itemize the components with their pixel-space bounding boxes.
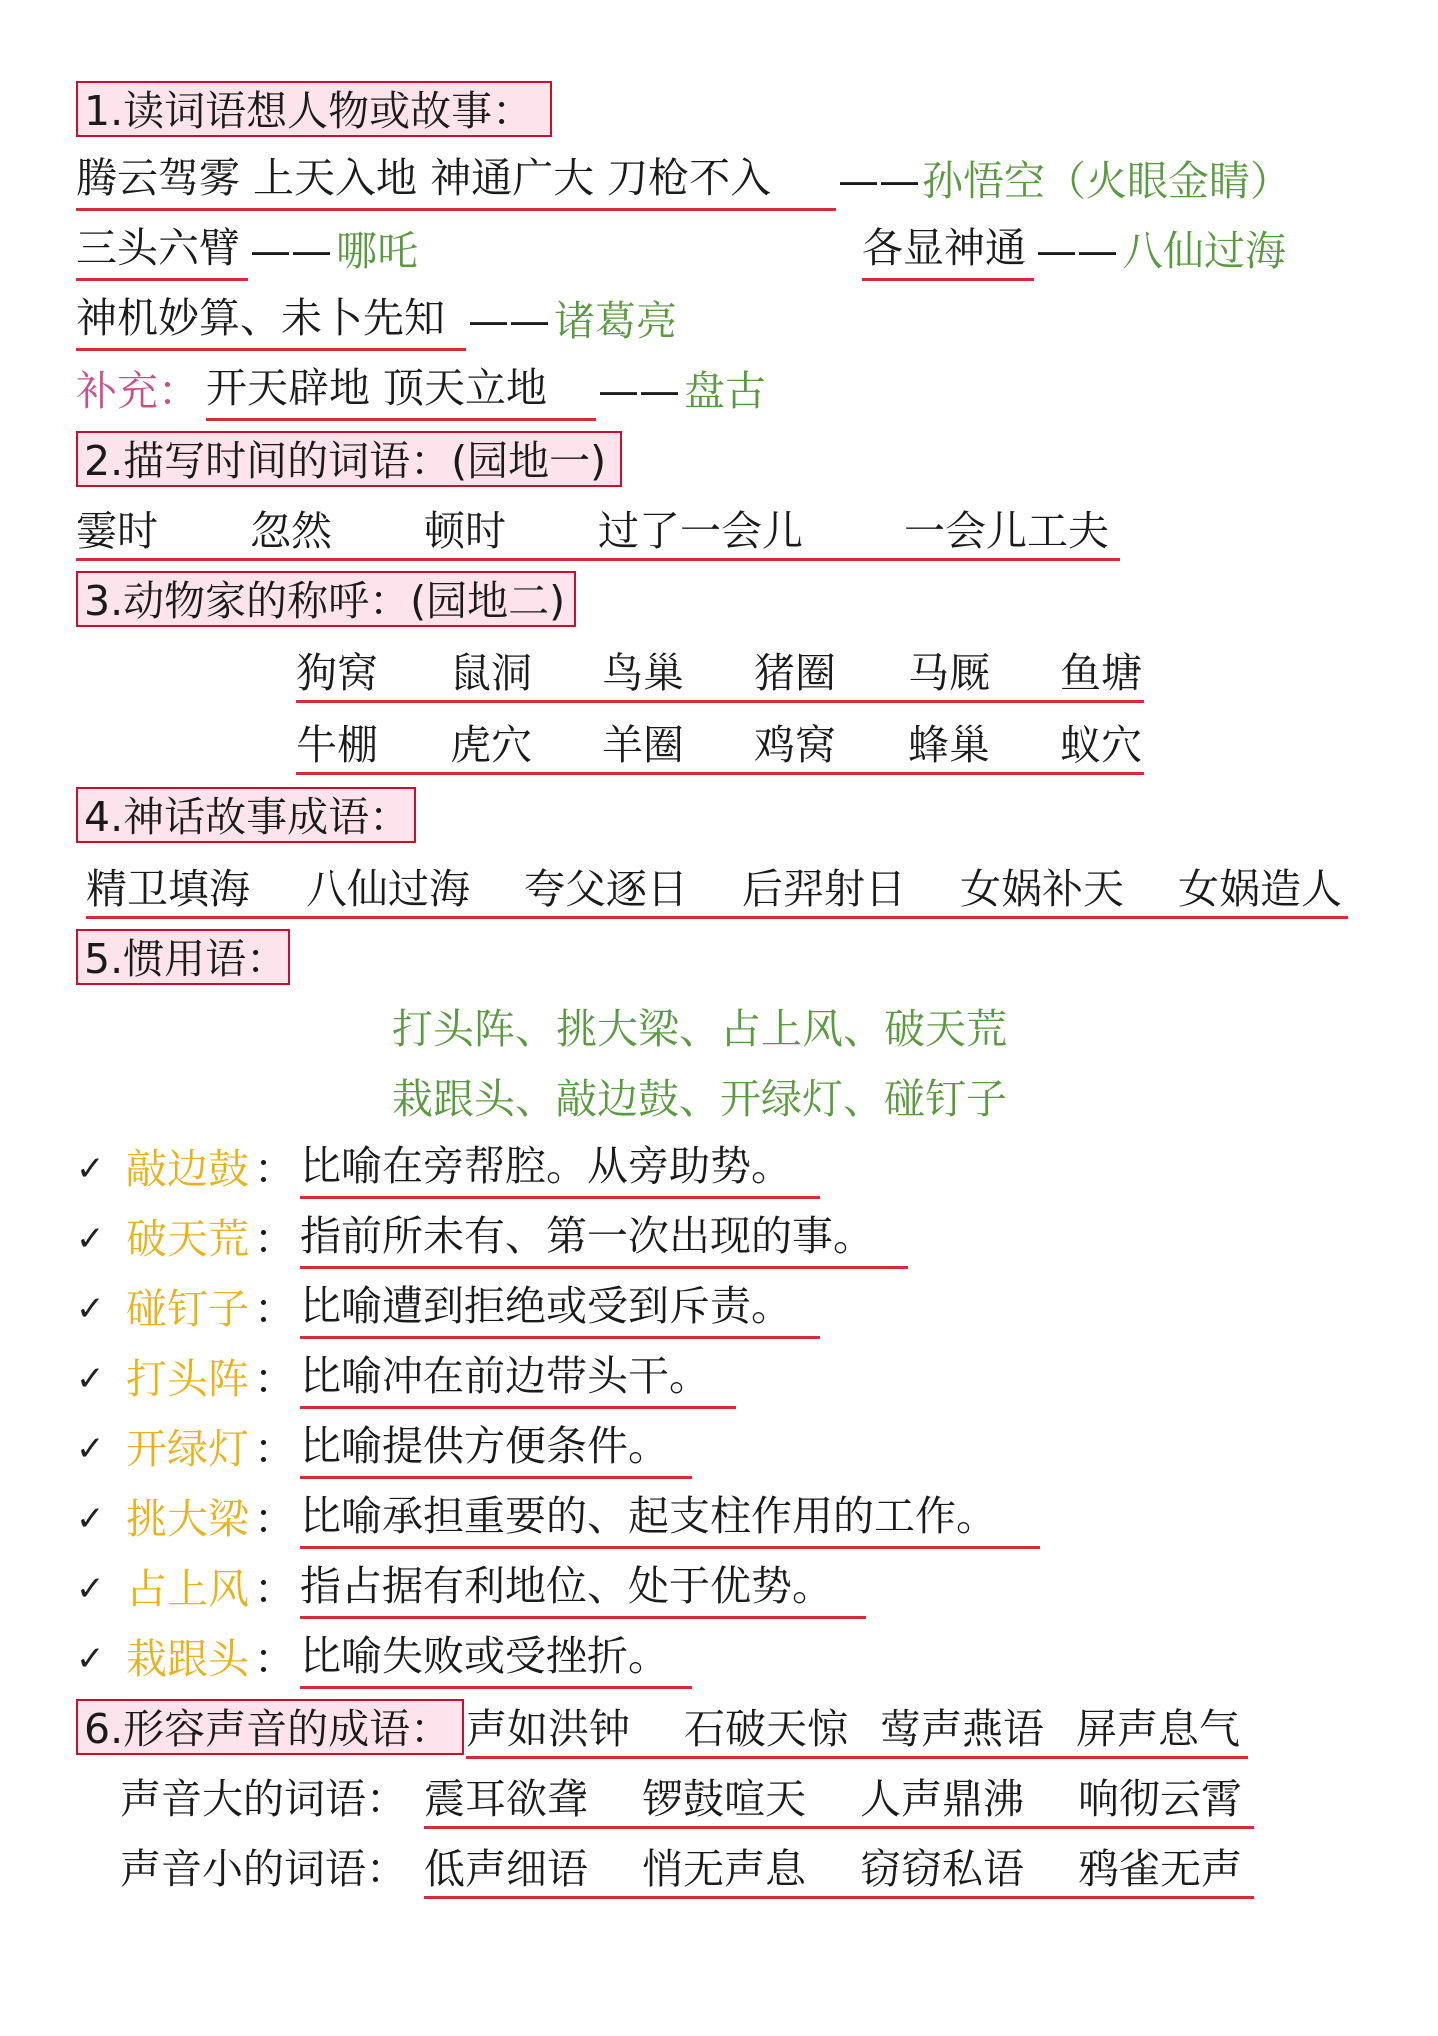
check-icon: ✓ [76, 1149, 105, 1189]
s3-word: 蜂巢 [908, 721, 990, 769]
s6-loud-word: 响彻云霄 [1078, 1775, 1242, 1823]
s6-soft-word: 窃窃私语 [860, 1845, 1024, 1893]
s1-supplement-label: 补充： [76, 367, 199, 415]
s2-word: 顿时 [424, 507, 506, 555]
s3-word: 狗窝 [296, 649, 378, 697]
s3-word: 虎穴 [450, 721, 532, 769]
s3-word: 蚁穴 [1060, 721, 1142, 769]
s5-idioms-line-2: 栽跟头、敲边鼓、开绿灯、碰钉子 [392, 1075, 1007, 1123]
s1-row-1-dash: —— [838, 157, 920, 205]
s5-definition: 比喻提供方便条件。 [300, 1416, 692, 1479]
s3-word: 羊圈 [602, 721, 684, 769]
check-icon: ✓ [76, 1639, 105, 1679]
s5-colon: ： [254, 1145, 295, 1193]
s1-row-2a-answer: 哪吒 [336, 227, 418, 275]
s5-colon: ： [254, 1425, 295, 1473]
s3-row-2-underline [296, 712, 1144, 775]
s2-word: 过了一会儿 [598, 507, 803, 555]
s5-term: 敲边鼓 [126, 1145, 249, 1193]
s5-term: 占上风 [126, 1565, 249, 1613]
s4-underline [86, 856, 1348, 919]
s6-soft-word: 低声细语 [424, 1845, 588, 1893]
s4-word: 夸父逐日 [524, 865, 688, 913]
s6-word: 屏声息气 [1076, 1705, 1240, 1753]
check-icon: ✓ [76, 1499, 105, 1539]
section-2-header: 2.描写时间的词语：(园地一) [76, 431, 622, 487]
s5-colon: ： [254, 1635, 295, 1683]
s1-row-2b-answer: 八仙过海 [1122, 227, 1286, 275]
section-1-header: 1.读词语想人物或故事： [76, 81, 552, 137]
section-6-header: 6.形容声音的成语： [76, 1699, 464, 1755]
s4-word: 精卫填海 [86, 865, 250, 913]
s4-word: 后羿射日 [742, 865, 906, 913]
s3-word: 鼠洞 [450, 649, 532, 697]
s6-loud-word: 锣鼓喧天 [642, 1775, 806, 1823]
s5-definition: 比喻失败或受挫折。 [300, 1626, 692, 1689]
check-icon: ✓ [76, 1429, 105, 1469]
s5-colon: ： [254, 1285, 295, 1333]
s1-row-3-answer: 诸葛亮 [554, 297, 677, 345]
s4-word: 女娲造人 [1178, 865, 1342, 913]
s1-row-4-words: 开天辟地 顶天立地 [206, 358, 596, 421]
s1-row-1-answer: 孙悟空（火眼金睛） [922, 157, 1291, 205]
s1-row-2b-words: 各显神通 [862, 218, 1034, 281]
s5-colon: ： [254, 1215, 295, 1263]
s3-word: 马厩 [908, 649, 990, 697]
s5-term: 碰钉子 [126, 1285, 249, 1333]
s5-definition: 比喻承担重要的、起支柱作用的工作。 [300, 1486, 1040, 1549]
s5-definition: 指占据有利地位、处于优势。 [300, 1556, 866, 1619]
s3-word: 鱼塘 [1060, 649, 1142, 697]
s2-word: 一会儿工夫 [904, 507, 1109, 555]
s6-word: 石破天惊 [684, 1705, 848, 1753]
section-5-header: 5.惯用语： [76, 929, 290, 985]
s5-term: 开绿灯 [126, 1425, 249, 1473]
s6-soft-word: 悄无声息 [642, 1845, 806, 1893]
s6-word: 莺声燕语 [880, 1705, 1044, 1753]
s6-word: 声如洪钟 [466, 1705, 630, 1753]
s3-row-1-underline [296, 640, 1144, 703]
s5-definition: 比喻冲在前边带头干。 [300, 1346, 736, 1409]
s4-word: 八仙过海 [306, 865, 470, 913]
s1-row-3-words: 神机妙算、未卜先知 [76, 288, 466, 351]
s1-row-4-answer: 盘古 [684, 367, 766, 415]
s5-term: 挑大梁 [126, 1495, 249, 1543]
check-icon: ✓ [76, 1219, 105, 1259]
s3-word: 猪圈 [754, 649, 836, 697]
s5-colon: ： [254, 1495, 295, 1543]
s4-word: 女娲补天 [960, 865, 1124, 913]
s5-colon: ： [254, 1565, 295, 1613]
s5-definition: 比喻在旁帮腔。从旁助势。 [300, 1136, 820, 1199]
s1-row-1-words: 腾云驾雾 上天入地 神通广大 刀枪不入 [76, 148, 836, 211]
s6-loud-word: 震耳欲聋 [424, 1775, 588, 1823]
s5-term: 打头阵 [126, 1355, 249, 1403]
s5-definition: 指前所未有、第一次出现的事。 [300, 1206, 908, 1269]
s5-idioms-line-1: 打头阵、挑大梁、占上风、破天荒 [392, 1005, 1007, 1053]
s1-row-2a-words: 三头六臂 [76, 218, 248, 281]
section-3-header: 3.动物家的称呼：(园地二) [76, 571, 576, 627]
s3-word: 鸟巢 [602, 649, 684, 697]
s1-row-3-dash: —— [468, 297, 550, 345]
s2-word: 忽然 [250, 507, 332, 555]
s5-term: 栽跟头 [126, 1635, 249, 1683]
s1-row-2b-dash: —— [1036, 227, 1118, 275]
s1-row-4-dash: —— [598, 367, 680, 415]
s5-term: 破天荒 [126, 1215, 249, 1263]
s6-soft-word: 鸦雀无声 [1078, 1845, 1242, 1893]
check-icon: ✓ [76, 1359, 105, 1399]
s5-definition: 比喻遭到拒绝或受到斥责。 [300, 1276, 820, 1339]
s6-loud-label: 声音大的词语： [120, 1775, 407, 1823]
s1-row-2a-dash: —— [250, 227, 332, 275]
check-icon: ✓ [76, 1569, 105, 1609]
check-icon: ✓ [76, 1289, 105, 1329]
s3-word: 牛棚 [296, 721, 378, 769]
s6-soft-label: 声音小的词语： [120, 1845, 407, 1893]
section-4-header: 4.神话故事成语： [76, 787, 416, 843]
s6-loud-word: 人声鼎沸 [860, 1775, 1024, 1823]
s3-word: 鸡窝 [754, 721, 836, 769]
s2-word: 霎时 [76, 507, 158, 555]
s5-colon: ： [254, 1355, 295, 1403]
